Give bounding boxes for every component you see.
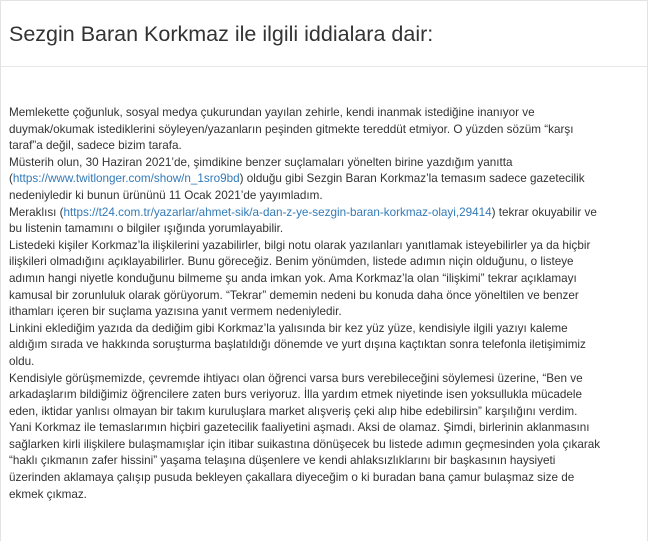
page-title: Sezgin Baran Korkmaz ile ilgili iddialara dair: bbox=[9, 22, 434, 46]
text-line: Kendisiyle görüşmemizde, çevremde ihtiyacı olan öğrenci varsa burs verebileceğini söylemesi üzerine, “Ben ve bbox=[9, 371, 583, 385]
paragraph-1 bbox=[9, 105, 649, 155]
text-line: Memlekette çoğunluk, sosyal medya çukurundan yayılan zehirle, kendi inanmak istediğine inanıyor ve bbox=[9, 106, 535, 119]
text-fragment: ) tekrar okuyabilir ve bbox=[491, 205, 597, 219]
paragraph-5 bbox=[9, 321, 649, 371]
text-line: ekmek çıkmaz. bbox=[9, 487, 87, 501]
text-line: sağlarken kirli ilişkilere bulaşmamışlar için itibar suikastına dönüşecek bu listede adımın geçmesinden yola çıkarak bbox=[9, 437, 601, 451]
text-line: arkadaşlarım bildiğimiz öğrencilere zaten burs veriyoruz. İlla yardım etmek niyetinde isen yoksullukla mücadele bbox=[9, 388, 582, 402]
text-line: duymak/okumak istediklerini söyleyen/yazanların peşinden gitmekte tereddüt etmiyor. O yüzden sözüm “karşı bbox=[9, 122, 574, 136]
text-line: Yani Korkmaz ile temaslarımın hiçbiri gazetecilik faaliyetini aşmadı. Aksi de olamaz. Şimdi, birlerinin aklanmasını bbox=[9, 421, 590, 435]
panel-header bbox=[1, 1, 647, 67]
text-line: Linkini eklediğim yazıda da dediğim gibi Korkmaz’la yalısında bir kez yüz yüze, kendisiyle ilgili yazıyı kaleme bbox=[9, 321, 568, 335]
twitlonger-link[interactable]: https://www.twitlonger.com/show/n_1sro9bd bbox=[12, 172, 240, 186]
text-line: nedeniyledir ki bunun ürününü 11 Ocak 2021’de yayımladım. bbox=[9, 188, 323, 202]
text-line: Listedeki kişiler Korkmaz’la ilişkilerini yazabilirler, bilgi notu olarak yazılanları yanıtlamak isteyebilirler ya da hiçbir bbox=[9, 238, 591, 252]
paragraph-7 bbox=[9, 420, 649, 503]
text-line-with-link bbox=[9, 171, 649, 188]
text-line: “haklı çıkmanın zafer hissini” yaşama telaşına düşenlere ve kendi ahlaksızlıklarını bir başkasının haysiyeti bbox=[9, 454, 556, 468]
paragraph-2 bbox=[9, 155, 649, 205]
text-fragment: Meraklısı ( bbox=[9, 205, 64, 219]
text-line: taraf”a değil, sadece bizim tarafa. bbox=[9, 139, 182, 153]
text-line: ithamları içeren bir suçlama yazısına yanıt vermem nedeniyledir. bbox=[9, 305, 342, 319]
text-fragment: ) olduğu gibi Sezgin Baran Korkmaz’la temasım sadece gazetecilik bbox=[239, 172, 585, 186]
paragraph-6 bbox=[9, 371, 649, 421]
text-fragment: ( bbox=[9, 172, 13, 186]
text-line: eden, iktidar yanlısı olmayan bir takım kuruluşlara market alışveriş çeki alıp hibe edebilirsin” karşılığını verdim. bbox=[9, 404, 578, 418]
text-line: Müsterih olun, 30 Haziran 2021’de, şimdikine benzer suçlamaları yönelten birine yazdığım yanıtta bbox=[9, 155, 513, 169]
text-line: üzerinden aklamaya çalışıp pusuda bekleyen çakallara diyeceğim o ki buradan bana çamur bulaşmaz size de bbox=[9, 471, 575, 485]
paragraph-3 bbox=[9, 205, 649, 238]
text-line: adımın hangi niyetle konduğunu bilmeme şu anda imkan yok. Ama Korkmaz’la olan “ilişkimi” tekrar açıklamayı bbox=[9, 271, 577, 285]
text-line: bu listenin tamamını o bilgiler ışığında yorumlayabilir. bbox=[9, 222, 284, 236]
text-line: oldu. bbox=[9, 354, 35, 368]
text-line: aldığım sırada ve hakkında soruşturma başlatıldığı dönemde ve yurt dışına kaçtıktan sonra telefonla iletişimimiz bbox=[9, 338, 586, 352]
text-line: kamusal bir zorunluluk olarak görüyorum. “Tekrar” dememin nedeni bu konuda daha önce yöneltilen ve benzer bbox=[9, 288, 579, 302]
text-line: ilişkileri olmadığını açıklayabilirler. Bunu göreceğiz. Benim yönümden, listede adımın niçin olduğunu, o listeye bbox=[9, 255, 574, 269]
paragraph-4 bbox=[9, 238, 649, 321]
post-body bbox=[1, 105, 649, 503]
text-line-with-link bbox=[9, 205, 649, 222]
t24-article-link[interactable]: https://t24.com.tr/yazarlar/ahmet-sik/a-dan-z-ye-sezgin-baran-korkmaz-olayi,29414 bbox=[63, 205, 492, 219]
